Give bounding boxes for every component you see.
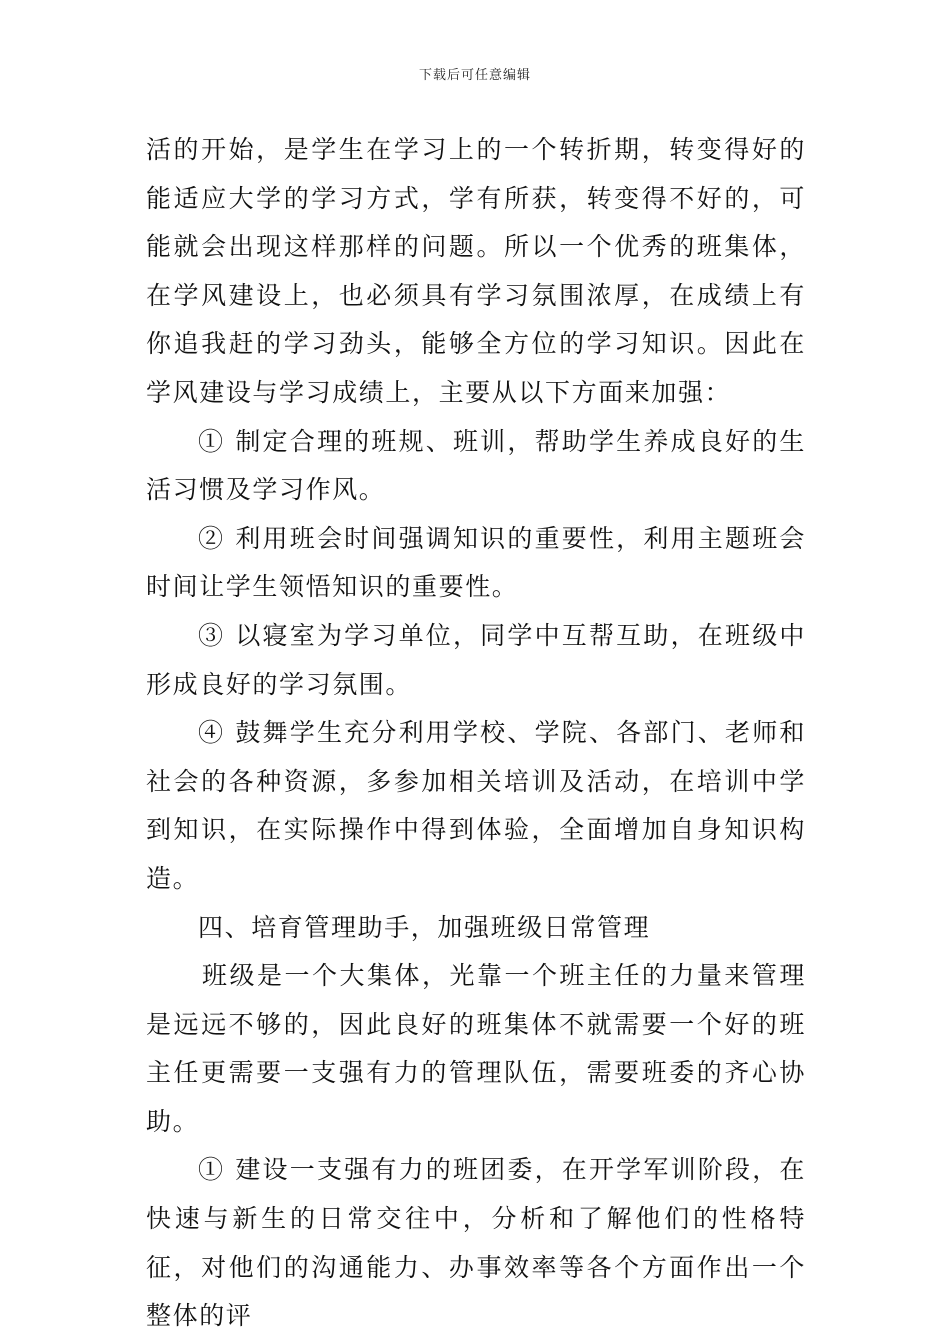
paragraph-class-management: 班级是一个大集体，光靠一个班主任的力量来管理是远远不够的，因此良好的班集体不就需要一个好的班主任更需要一支强有力的管理队伍，需要班委的齐心协助。 bbox=[146, 961, 806, 1136]
list-item-1: ① 制定合理的班规、班训，帮助学生养成良好的生活习惯及学习作风。 bbox=[146, 426, 806, 505]
list-item-build-committee: ① 建设一支强有力的班团委，在开学军训阶段，在快速与新生的日常交往中，分析和了解他们的性格特征，对他们的沟通能力、办事效率等各个方面作出一个整体的评 bbox=[146, 1155, 806, 1331]
list-item-3: ③ 以寝室为学习单位，同学中互帮互助，在班级中形成良好的学习氛围。 bbox=[146, 620, 806, 699]
page-header-note: 下载后可任意编辑 bbox=[418, 68, 531, 83]
list-item-4: ④ 鼓舞学生充分利用学校、学院、各部门、老师和社会的各种资源，多参加相关培训及活动，在培训中学到知识，在实际操作中得到体验，全面增加自身知识构造。 bbox=[146, 718, 806, 893]
paragraph-continuation: 活的开始，是学生在学习上的一个转折期，转变得好的能适应大学的学习方式，学有所获，转变得不好的，可能就会出现这样那样的问题。所以一个优秀的班集体，在学风建设上，也必须具有学习氛围浓厚，在成绩上有你追我赶的学习劲头，能够全方位的学习知识。因此在学风建设与学习成绩上，主要从以下方面来加强： bbox=[146, 135, 806, 407]
section-heading: 四、培育管理助手，加强班级日常管理 bbox=[198, 912, 651, 942]
list-item-2: ② 利用班会时间强调知识的重要性，利用主题班会时间让学生领悟知识的重要性。 bbox=[146, 523, 806, 602]
document-body bbox=[146, 126, 806, 1341]
